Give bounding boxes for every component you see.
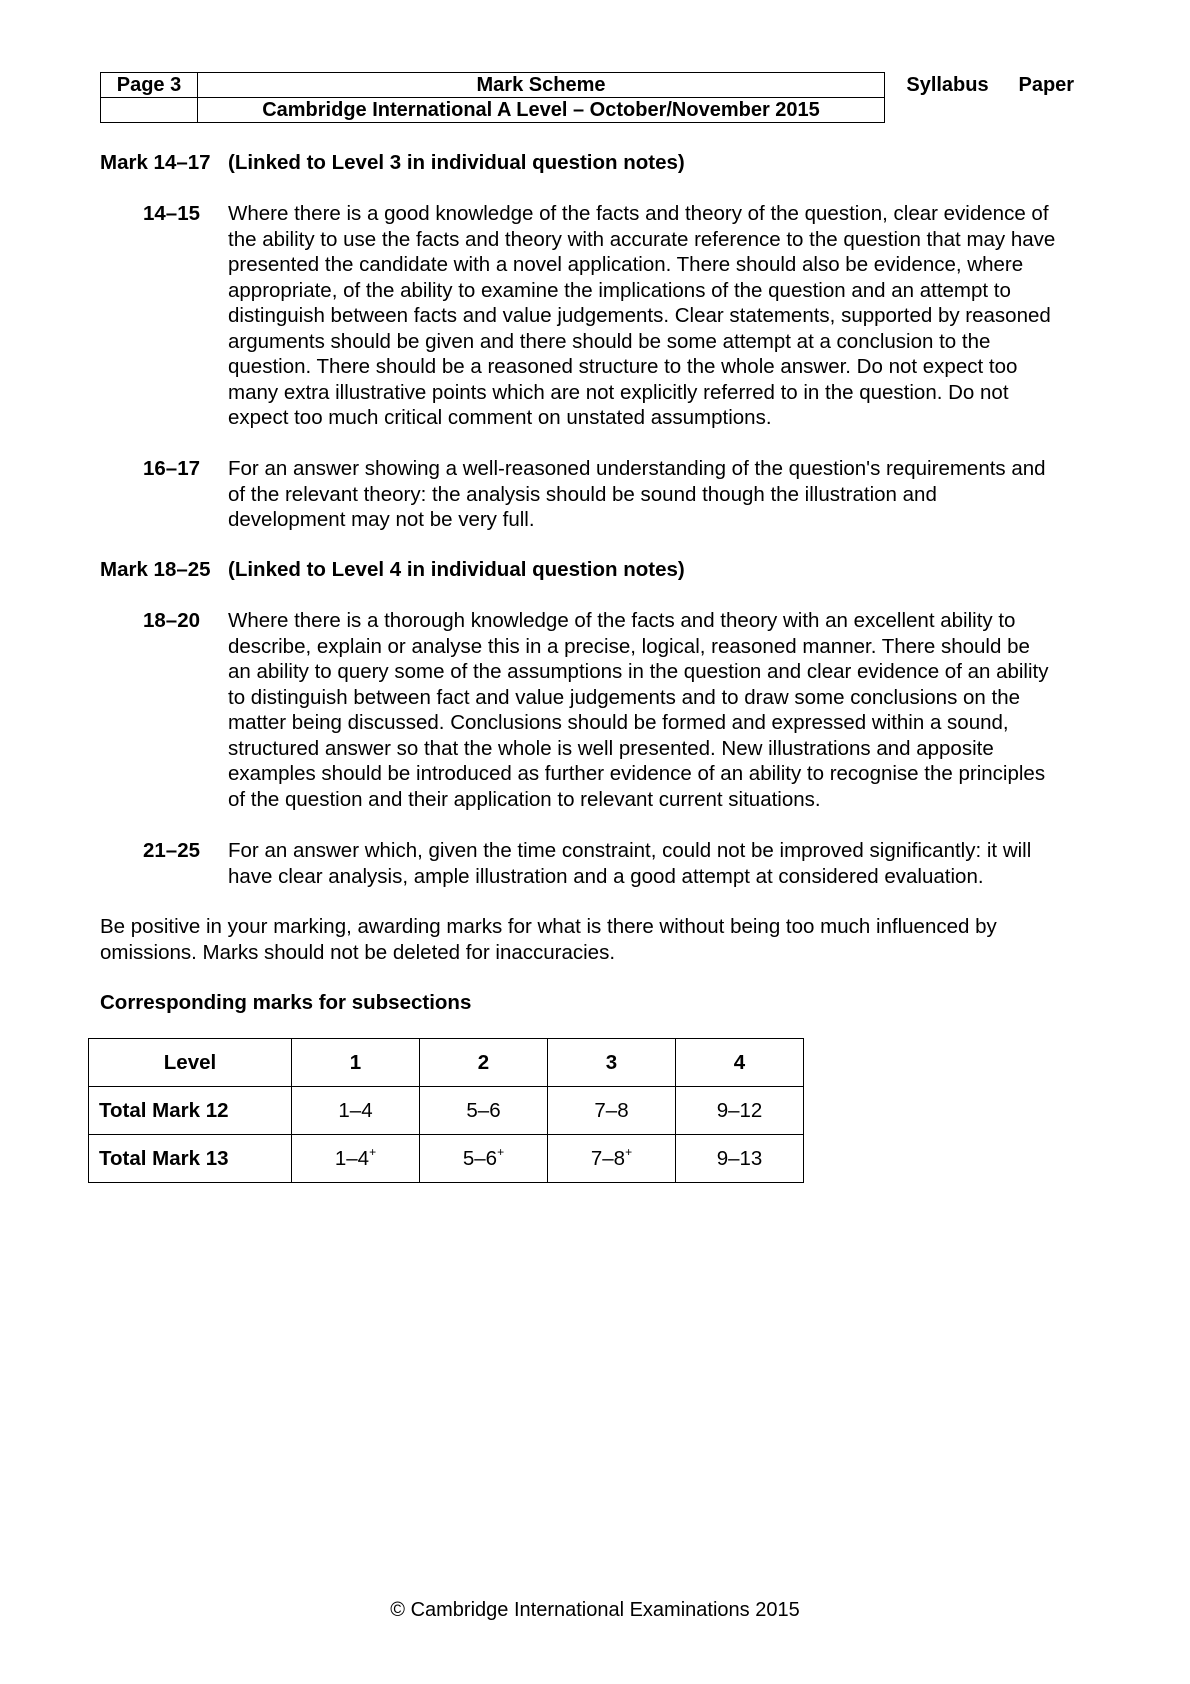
band-description bbox=[228, 838, 1190, 889]
table-cell bbox=[548, 1135, 676, 1183]
text-line: have clear analysis, ample illustration and a good attempt at considered evaluation. bbox=[228, 864, 984, 888]
text-line: of the relevant theory: the analysis should be sound though the illustration and bbox=[228, 482, 937, 506]
paper-value-cell bbox=[1011, 98, 1099, 123]
band-range: 18–20 bbox=[143, 609, 201, 632]
section-heading-level-4 bbox=[100, 557, 685, 583]
cell-value: 5–6 bbox=[466, 1098, 501, 1122]
document-subtitle: Cambridge International A Level – October/November 2015 bbox=[198, 98, 885, 123]
section-title: (Linked to Level 3 in individual question notes) bbox=[228, 151, 685, 174]
syllabus-value-cell bbox=[885, 98, 1011, 123]
paper-label: Paper bbox=[1018, 74, 1075, 96]
band-range: 14–15 bbox=[143, 202, 201, 225]
section-mark-range: Mark 18–25 bbox=[100, 558, 211, 581]
text-line: omissions. Marks should not be deleted for inaccuracies. bbox=[100, 940, 616, 964]
table-row bbox=[89, 1135, 804, 1183]
cell-value: 1–4 bbox=[338, 1098, 373, 1122]
band-description bbox=[228, 456, 1190, 533]
plus-superscript: + bbox=[497, 1144, 505, 1159]
text-line: of the question and their application to relevant current situations. bbox=[228, 787, 821, 811]
row-label: Total Mark 12 bbox=[89, 1087, 292, 1135]
text-line: Where there is a good knowledge of the facts and theory of the question, clear evidence of bbox=[228, 202, 1049, 225]
subsections-heading: Corresponding marks for subsections bbox=[100, 991, 472, 1014]
column-header: 4 bbox=[676, 1039, 804, 1087]
text-line: appropriate, of the ability to examine the implications of the question and an attempt to bbox=[228, 278, 1011, 302]
band-description bbox=[228, 201, 1190, 431]
text-line: Where there is a thorough knowledge of the facts and theory with an excellent ability to bbox=[228, 609, 1016, 632]
column-header: 1 bbox=[292, 1039, 420, 1087]
text-line: presented the candidate with a novel application. There should also be evidence, where bbox=[228, 253, 1024, 276]
marking-guidance-paragraph bbox=[100, 914, 1090, 965]
table-cell bbox=[676, 1135, 804, 1183]
text-line: describe, explain or analyse this in a precise, logical, reasoned manner. There should be bbox=[228, 634, 1030, 658]
cell-value: 1–4 bbox=[334, 1146, 370, 1170]
table-cell bbox=[548, 1087, 676, 1135]
section-title: (Linked to Level 4 in individual question notes) bbox=[228, 558, 685, 581]
band-range: 16–17 bbox=[143, 457, 201, 480]
cell-value: 9–13 bbox=[716, 1146, 763, 1170]
cell-value: 5–6 bbox=[462, 1146, 498, 1170]
band-18-20 bbox=[100, 608, 1100, 814]
table-cell bbox=[676, 1087, 804, 1135]
band-14-15 bbox=[100, 201, 1100, 433]
cell-value: 7–8 bbox=[590, 1146, 626, 1170]
table-cell bbox=[292, 1087, 420, 1135]
text-line: For an answer which, given the time constraint, could not be improved significantly: it will bbox=[228, 839, 1032, 862]
text-line: many extra illustrative points which are not explicitly referred to in the question. Do not bbox=[228, 380, 1009, 404]
plus-superscript: + bbox=[369, 1144, 377, 1159]
table-cell bbox=[420, 1135, 548, 1183]
page-header bbox=[100, 72, 1099, 123]
table-row bbox=[89, 1087, 804, 1135]
table-header-row bbox=[89, 1039, 804, 1087]
text-line: expect too much critical comment on unstated assumptions. bbox=[228, 406, 772, 429]
band-21-25 bbox=[100, 838, 1100, 892]
section-heading-level-3 bbox=[100, 150, 685, 176]
text-line: the ability to use the facts and theory with accurate reference to the question that may have bbox=[228, 227, 1056, 251]
band-range: 21–25 bbox=[143, 839, 201, 862]
document-title: Mark Scheme bbox=[198, 73, 885, 98]
band-16-17 bbox=[100, 456, 1100, 536]
text-line: question. There should be a reasoned structure to the whole answer. Do not expect too bbox=[228, 355, 1018, 378]
text-line: structured answer so that the whole is well presented. New illustrations and apposite bbox=[228, 736, 994, 760]
column-header: Level bbox=[89, 1039, 292, 1087]
text-line: arguments should be given and there should be some attempt at a conclusion to the bbox=[228, 329, 991, 353]
text-line: an ability to query some of the assumptions in the question and clear evidence of an ability bbox=[228, 660, 1049, 683]
text-line: examples should be introduced as further evidence of an ability to recognise the principles bbox=[228, 762, 1046, 785]
cell-value: 7–8 bbox=[594, 1098, 629, 1122]
page-number: Page 3 bbox=[101, 73, 198, 98]
section-mark-range: Mark 14–17 bbox=[100, 151, 211, 174]
header-empty-cell bbox=[101, 98, 198, 123]
text-line: For an answer showing a well-reasoned understanding of the question's requirements and bbox=[228, 457, 1046, 480]
text-line: matter being discussed. Conclusions should be formed and expressed within a sound, bbox=[228, 711, 1009, 734]
subsection-marks-table bbox=[88, 1038, 804, 1183]
syllabus-label: Syllabus bbox=[906, 74, 989, 96]
column-header: 3 bbox=[548, 1039, 676, 1087]
text-line: development may not be very full. bbox=[228, 508, 535, 531]
table-cell bbox=[420, 1087, 548, 1135]
plus-superscript: + bbox=[625, 1144, 633, 1159]
row-label: Total Mark 13 bbox=[89, 1135, 292, 1183]
text-line: Be positive in your marking, awarding marks for what is there without being too much influenced by bbox=[100, 915, 997, 938]
column-header: 2 bbox=[420, 1039, 548, 1087]
copyright-footer: © Cambridge International Examinations 2015 bbox=[390, 1599, 800, 1621]
band-description bbox=[228, 608, 1190, 812]
text-line: to distinguish between fact and value judgements and to draw some conclusions on the bbox=[228, 685, 1021, 709]
text-line: distinguish between facts and value judgements. Clear statements, supported by reasoned bbox=[228, 304, 1051, 327]
table-cell bbox=[292, 1135, 420, 1183]
cell-value: 9–12 bbox=[716, 1098, 763, 1122]
